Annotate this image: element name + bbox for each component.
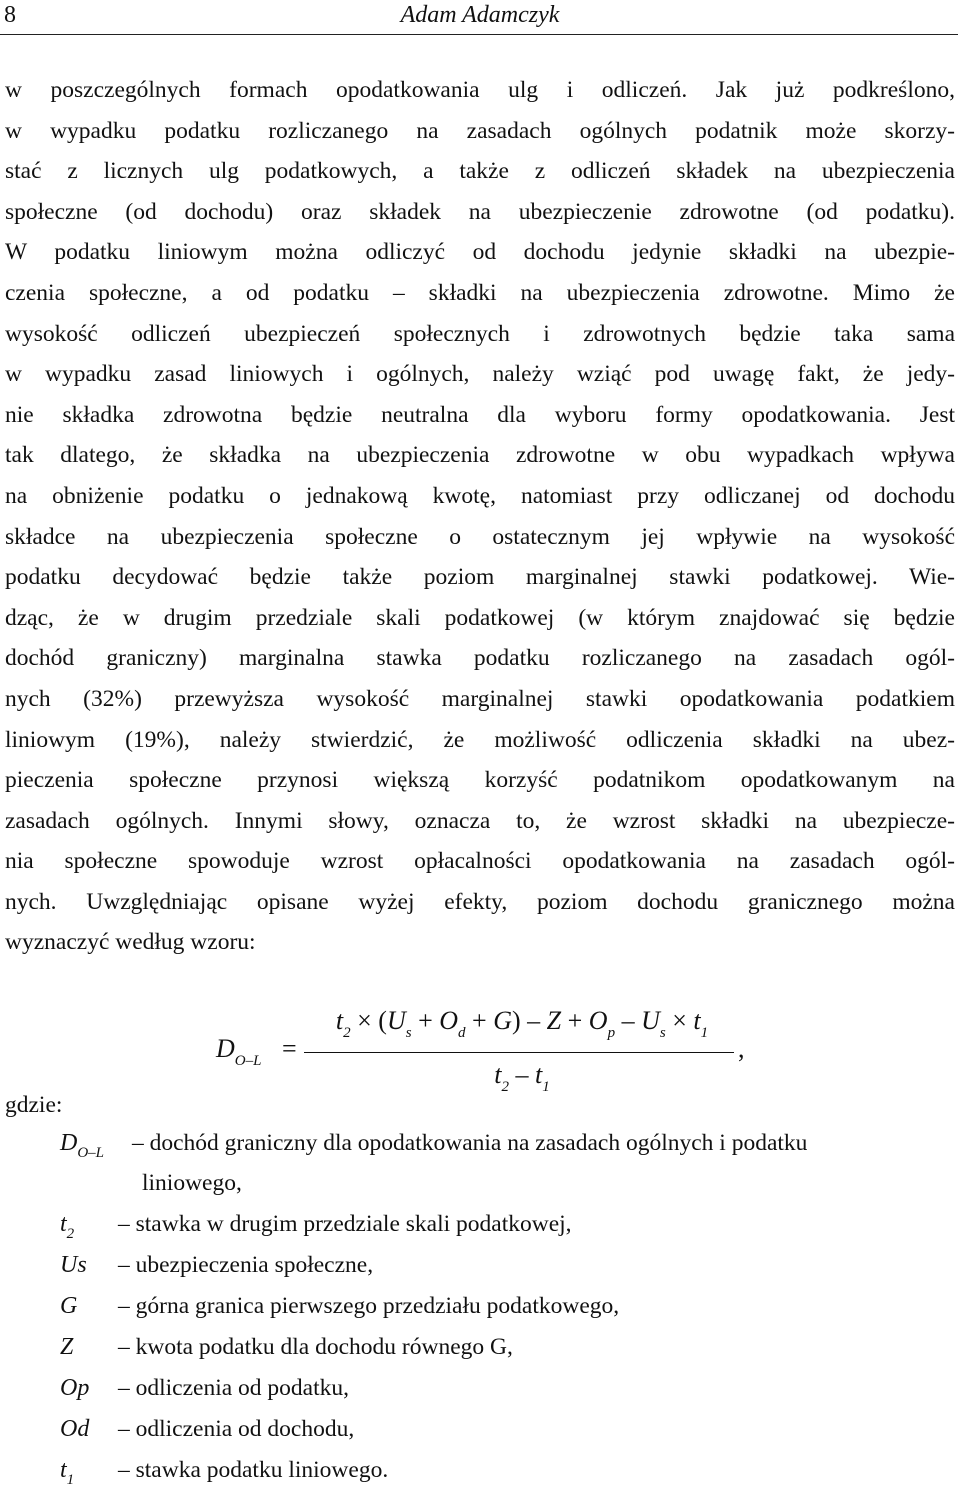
formula-equals: =	[282, 1034, 297, 1063]
text-line: wysokość odliczeń ubezpieczeń społecznych i zdrowotnych będzie taka sama	[5, 320, 955, 347]
formula-lhs: $D_{O-L}$	[216, 1034, 262, 1069]
legend-description: – odliczenia od dochodu,	[118, 1416, 355, 1442]
legend-symbol: $t_1$	[60, 1457, 75, 1488]
text-line: w poszczególnych formach opodatkowania ulg i odliczeń. Jak już podkreślono,	[5, 77, 955, 103]
formula-numerator: $t_2 \times (U_s + O_d + G) - Z + O_p - U_s \times t_1$	[335, 1006, 709, 1041]
text-line: dochód graniczny) marginalna stawka podatku rozliczanego na zasadach ogól-	[5, 645, 955, 672]
text-line: zasadach ogólnych. Innymi słowy, oznacza to, że wzrost składki na ubezpiecze-	[5, 807, 955, 834]
legend-description: – stawka podatku liniowego.	[118, 1457, 389, 1483]
text-line: nia społeczne spowoduje wzrost opłacalności opodatkowania na zasadach ogól-	[5, 848, 955, 875]
page-number: 8	[4, 2, 16, 28]
text-line: tak dlatego, że składka na ubezpieczenia zdrowotne w obu wypadkach wpływa	[5, 442, 955, 469]
page-header	[0, 0, 960, 36]
legend-description-continuation: liniowego,	[142, 1170, 242, 1196]
body-paragraph	[5, 70, 955, 963]
text-line: czenia społeczne, a od podatku – składki na ubezpieczenia zdrowotne. Mimo że	[5, 279, 955, 306]
legend-description: – stawka w drugim przedziale skali podatkowej,	[118, 1211, 572, 1237]
formula	[216, 1006, 776, 1101]
legend-description: – dochód graniczny dla opodatkowania na zasadach ogólnych i podatku	[132, 1130, 808, 1156]
text-line: w wypadku podatku rozliczanego na zasadach ogólnych podatnik może skorzy-	[5, 117, 955, 144]
legend-symbol: $D_{O-L}$	[60, 1130, 105, 1161]
legend-symbol: Z	[60, 1334, 74, 1360]
formula-denominator: $t_2 - t_1$	[494, 1060, 550, 1095]
text-line: pieczenia społeczne przynosi większą korzyść podatnikom opodatkowanym na	[5, 767, 955, 794]
legend-symbol: $t_2$	[60, 1211, 75, 1242]
text-line: społeczne (od dochodu) oraz składek na ubezpieczenie zdrowotne (od podatku).	[5, 198, 955, 225]
legend-description: – ubezpieczenia społeczne,	[118, 1252, 374, 1278]
text-line: liniowym (19%), należy stwierdzić, że możliwość odliczenia składki na ubez-	[5, 726, 955, 753]
text-line: nie składka zdrowotna będzie neutralna dla wyboru formy opodatkowania. Jest	[5, 401, 955, 428]
legend-symbol: Op	[60, 1375, 90, 1401]
text-line: dząc, że w drugim przedziale skali podatkowej (w którym znajdować się będzie	[5, 604, 955, 631]
text-line: składce na ubezpieczenia społeczne o ostatecznym jej wpływie na wysokość	[5, 523, 955, 550]
text-line: na obniżenie podatku o jednakową kwotę, natomiast przy odliczanej od dochodu	[5, 482, 955, 509]
text-line: nych (32%) przewyższa wysokość marginalnej stawki opodatkowania podatkiem	[5, 685, 955, 712]
text-line: w wypadku zasad liniowych i ogólnych, należy wziąć pod uwagę fakt, że jedy-	[5, 361, 955, 388]
text-line: podatku decydować będzie także poziom marginalnej stawki podatkowej. Wie-	[5, 564, 955, 591]
legend-description: – górna granica pierwszego przedziału podatkowego,	[118, 1293, 620, 1319]
running-title: Adam Adamczyk	[400, 2, 560, 28]
fraction-bar	[304, 1052, 734, 1053]
legend-symbol: Us	[60, 1252, 87, 1278]
formula-comma: ,	[738, 1034, 745, 1063]
where-label: gdzie:	[5, 1092, 63, 1118]
text-line: stać z licznych ulg podatkowych, a także z odliczeń składek na ubezpieczenia	[5, 158, 955, 185]
legend-symbol: Od	[60, 1416, 90, 1442]
text-line: W podatku liniowym można odliczyć od dochodu jedynie składki na ubezpie-	[5, 239, 955, 266]
legend-symbol: G	[60, 1293, 78, 1319]
legend-description: – odliczenia od podatku,	[118, 1375, 350, 1401]
legend-description: – kwota podatku dla dochodu równego G,	[118, 1334, 513, 1360]
header-rule	[0, 34, 958, 35]
text-line: wyznaczyć według wzoru:	[5, 929, 256, 956]
text-line: nych. Uwzględniając opisane wyżej efekty, poziom dochodu granicznego można	[5, 888, 955, 915]
